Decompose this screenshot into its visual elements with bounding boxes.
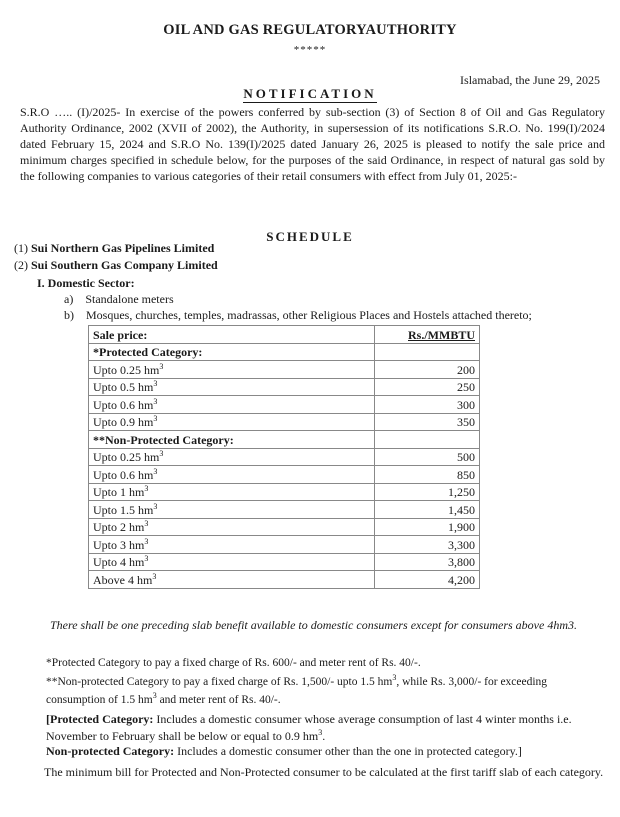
table-section-row [89,431,480,449]
price-cell: 250 [375,378,480,396]
table-row [89,553,480,571]
table-row [89,413,480,431]
sub-item-text: Standalone meters [85,292,174,306]
slab-cell: Above 4 $hm^3$ [89,571,375,589]
sub-item [64,292,174,307]
sub-item-text: Mosques, churches, temples, madrassas, other Religious Places and Hostels attached thereto; [86,308,532,322]
table-row [89,571,480,589]
price-cell: 500 [375,448,480,466]
table-row [89,448,480,466]
sub-item [64,308,532,323]
table-row [89,501,480,519]
price-cell: 3,800 [375,553,480,571]
table-row [89,378,480,396]
slab-cell: Upto 0.5 $hm^3$ [89,378,375,396]
price-cell: 4,200 [375,571,480,589]
nonprotected-charge-note: **Non-protected Category to pay a fixed charge of Rs. 1,500/- upto 1.5 $hm^3$, while Rs. 3,000/- for exceeding consumption of 1.5 $hm^3$ and meter rent of Rs. 40/-. [46,673,548,706]
price-cell: 3,300 [375,536,480,554]
header-sale-price: Sale price: [89,326,375,344]
table-row [89,466,480,484]
sub-item-label: b) [64,308,74,322]
slab-cell: Upto 3 $hm^3$ [89,536,375,554]
company-name: Sui Southern Gas Company Limited [31,258,218,272]
price-cell: 850 [375,466,480,484]
notification-heading [0,86,620,102]
header-unit: Rs./MMBTU [375,326,480,344]
slab-cell: Upto 4 $hm^3$ [89,553,375,571]
price-cell: 1,450 [375,501,480,519]
price-cell: 200 [375,361,480,379]
table-row [89,483,480,501]
slab-cell: Upto 1 $hm^3$ [89,483,375,501]
price-cell: 1,900 [375,518,480,536]
table-section-row [89,343,480,361]
company-number: (2) [14,258,28,272]
sector-heading: I. Domestic Sector: [37,276,135,290]
price-cell: 1,250 [375,483,480,501]
slab-cell: Upto 0.6 $hm^3$ [89,396,375,414]
protected-definition: [Protected Category: Includes a domestic consumer whose average consumption of last 4 winter months i.e. November to February shall be below or equal to 0.9 $hm^3$. [46,712,572,743]
slab-cell: Upto 0.9 $hm^3$ [89,413,375,431]
body-paragraph: S.R.O ….. (I)/2025- In exercise of the powers conferred by sub-section (3) of Section 8 of Oil and Gas Regulatory Authority Ordinance, 2002 (XVII of 2002), the Authority, in supersession of its notifications S.R.O. No. 199(I)/2024 dated February 15, 2024 and S.R.O No. 139(I)/2025 dated January 26, 2025 is pleased to notify the sale price and minimum charges specified in schedule below, for the purposes of the said Ordinance, in respect of natural gas sold by the following companies to various categories of their retail consumers with effect from July 01, 2025:- [20,105,605,183]
sub-item-label: a) [64,292,74,306]
stars-divider: ***** [293,44,327,56]
slab-cell: Upto 0.6 $hm^3$ [89,466,375,484]
table-header-row [89,326,480,344]
tariff-table [88,325,480,589]
price-cell: 300 [375,396,480,414]
company-name: Sui Northern Gas Pipelines Limited [31,241,215,255]
nonprotected-def-label: Non-protected Category: [46,744,175,758]
notification-heading-text: NOTIFICATION [243,86,377,101]
nonprotected-definition: Non-protected Category: Includes a domestic consumer other than the one in protected category.] [46,744,522,758]
table-row [89,536,480,554]
company-item [14,241,214,256]
slab-cell: Upto 0.25 $hm^3$ [89,361,375,379]
nonprotected-heading: **Non-Protected Category: [89,431,375,449]
table-row [89,396,480,414]
protected-charge-note: *Protected Category to pay a fixed charge of Rs. 600/- and meter rent of Rs. 40/-. [46,657,421,669]
schedule-heading: SCHEDULE [266,229,354,244]
price-cell: 350 [375,413,480,431]
slab-cell: Upto 1.5 $hm^3$ [89,501,375,519]
table-row [89,361,480,379]
protected-heading: *Protected Category: [89,343,375,361]
dateline: Islamabad, the June 29, 2025 [460,73,600,87]
authority-title: OIL AND GAS REGULATORYAUTHORITY [163,22,457,38]
slab-cell: Upto 0.25 $hm^3$ [89,448,375,466]
slab-cell: Upto 2 $hm^3$ [89,518,375,536]
slab-benefit-note: There shall be one preceding slab benefit available to domestic consumers except for consumers above 4hm3. [50,618,577,632]
company-item [14,258,218,273]
protected-def-label: [Protected Category: [46,712,154,726]
company-number: (1) [14,241,28,255]
table-row [89,518,480,536]
minimum-bill-note: The minimum bill for Protected and Non-Protected consumer to be calculated at the first tariff slab of each category. [44,765,604,779]
